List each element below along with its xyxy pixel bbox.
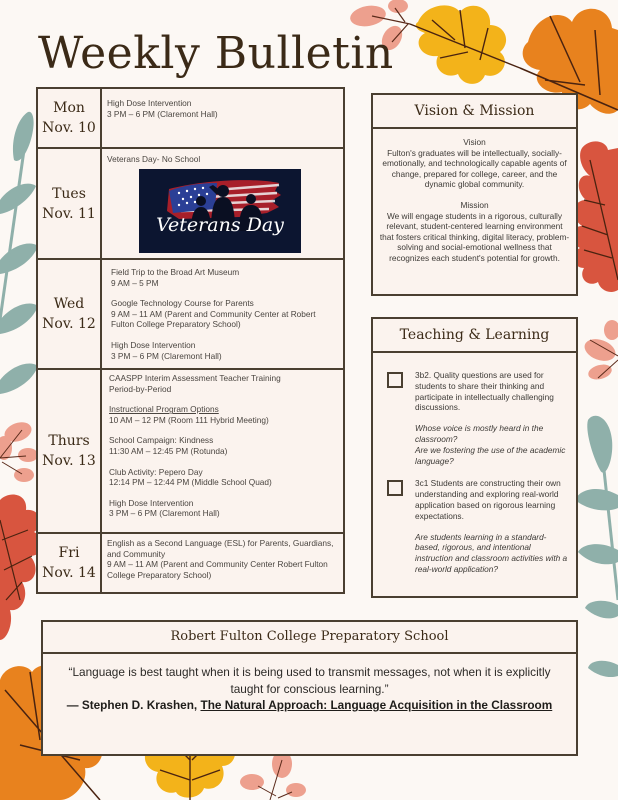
event-item [107, 98, 339, 119]
day-date: Nov. 14 [42, 565, 96, 581]
event-time: Period-by-Period [109, 383, 172, 394]
day-date: Nov. 11 [42, 205, 96, 222]
event-time: 3 PM – 6 PM (Claremont Hall) [107, 108, 218, 119]
event-title: High Dose Intervention [109, 497, 194, 508]
day-cell [38, 89, 102, 147]
event-title: School Campaign: Kindness [109, 435, 214, 446]
reflection-question: Are students learning in a standard-based, rigorous, and intentional instruction and classroom activities with a real-world application? [415, 531, 568, 574]
svg-text:Veterans Day: Veterans Day [156, 213, 284, 236]
day-name: Wed [53, 296, 85, 312]
teaching-learning-box [371, 317, 578, 598]
vision-text: Fulton's graduates will be intellectually, socially-emotionally, and technologically capable agents of change, prepared for college, career, and the dynamic global community. [382, 147, 567, 190]
event-item [109, 404, 339, 425]
item-text-block [415, 370, 568, 466]
book-title-link[interactable]: The Natural Approach: Language Acquisition in the Classroom [200, 698, 553, 712]
event-title: Veterans Day- No School [107, 154, 201, 164]
item-text-block [415, 478, 568, 574]
events-cell [102, 370, 343, 532]
event-item [109, 498, 339, 519]
school-name-heading: Robert Fulton College Preparatory School [43, 622, 576, 654]
event-title: Field Trip to the Broad Art Museum [111, 267, 240, 277]
teaching-learning-item [373, 478, 576, 574]
teaching-learning-heading: Teaching & Learning [373, 319, 576, 353]
quote-citation [43, 697, 576, 714]
event-title: Google Technology Course for Parents [111, 298, 254, 309]
schedule-row-monday [38, 89, 343, 147]
item-text: 3c1 Students are constructing their own understanding and exploring real-world application based on rigorous learning expectations. [415, 478, 561, 521]
day-name: Thurs [48, 433, 90, 449]
teal-leaves-right-icon [575, 416, 618, 677]
events-cell [102, 260, 343, 368]
pink-sprig-left-icon [0, 419, 38, 482]
vision-mission-body [373, 129, 576, 264]
event-title: Club Activity: Pepero Day [109, 466, 203, 477]
schedule-row-friday [38, 532, 343, 592]
events-cell [102, 149, 343, 258]
reflection-question: Whose voice is mostly heard in the classroom? [415, 423, 544, 444]
event-time: 9 AM – 5 PM [111, 277, 159, 288]
vision-mission-box [371, 93, 578, 296]
day-date: Nov. 10 [42, 120, 96, 136]
event-time: 10 AM – 12 PM (Room 111 Hybrid Meeting) [109, 414, 269, 425]
quote-block [43, 654, 576, 714]
red-oak-leaf-icon [572, 141, 618, 292]
day-name: Tues [52, 185, 86, 202]
event-title: CAASPP Interim Assessment Teacher Training [109, 373, 281, 383]
quote-text: “Language is best taught when it is being used to transmit messages, not when it is explicitly taught for conscious learning.” [68, 665, 551, 696]
day-name: Fri [58, 545, 80, 561]
veterans-day-flag-soldiers-icon [139, 169, 301, 253]
veterans-day-image [139, 169, 301, 253]
teal-leaves-left-icon [0, 112, 38, 394]
event-title-link[interactable]: Instructional Program Options [109, 404, 219, 415]
schedule-row-wednesday [38, 258, 343, 368]
school-quote-box [41, 620, 578, 756]
event-item [111, 267, 339, 288]
page-title: Weekly Bulletin [38, 28, 394, 79]
day-date: Nov. 12 [42, 316, 96, 332]
day-name: Mon [53, 100, 85, 116]
event-time: 3 PM – 6 PM (Claremont Hall) [111, 350, 222, 361]
day-cell [38, 260, 102, 368]
events-cell [102, 89, 343, 147]
schedule-row-thursday [38, 368, 343, 532]
event-item [109, 467, 339, 488]
item-text: 3b2. Quality questions are used for students to share their thinking and participate in intellectually challenging discussions. [415, 370, 554, 413]
quote-author: — Stephen D. Krashen, [66, 698, 201, 712]
pink-sprig-right-icon [582, 320, 618, 382]
event-item [111, 340, 339, 361]
event-item [109, 373, 339, 394]
event-title: High Dose Intervention [111, 339, 196, 350]
mission-text: We will engage students in a rigorous, culturally relevant, student-centered learning environment that fosters critical thinking, digital literacy, problem-solving and social-emotional wellness that recognizes each student's potential for growth. [379, 210, 570, 263]
event-item [109, 435, 339, 456]
event-item [111, 298, 339, 330]
event-title: High Dose Intervention [107, 98, 192, 108]
yellow-oak-leaf-icon [410, 5, 520, 84]
pink-sprig-bottom-icon [240, 750, 306, 800]
teaching-learning-item [373, 370, 576, 466]
mission-label: Mission [460, 199, 489, 210]
reflection-question: Are we fostering the use of the academic language? [415, 444, 566, 466]
event-time: 9 AM – 11 AM (Parent and Community Center Robert Fulton College Preparatory School) [107, 559, 328, 580]
day-cell [38, 370, 102, 532]
checkbox[interactable] [387, 372, 403, 388]
event-time: 3 PM – 6 PM (Claremont Hall) [109, 508, 220, 519]
event-time: 11:30 AM – 12:45 PM (Rotunda) [109, 445, 228, 456]
event-item [107, 538, 339, 580]
schedule-row-tuesday [38, 147, 343, 258]
day-date: Nov. 13 [42, 453, 96, 469]
weekly-schedule-table [36, 87, 345, 594]
vision-mission-heading: Vision & Mission [373, 95, 576, 129]
day-cell [38, 534, 102, 592]
events-cell [102, 534, 343, 592]
event-time: 12:14 PM – 12:44 PM (Middle School Quad) [109, 477, 272, 488]
checkbox[interactable] [387, 480, 403, 496]
day-cell [38, 149, 102, 258]
event-title: English as a Second Language (ESL) for Parents, Guardians, and Community [107, 538, 334, 559]
vision-label: Vision [463, 137, 486, 147]
event-time: 9 AM – 11 AM (Parent and Community Center at Robert Fulton College Preparatory School) [111, 308, 316, 330]
